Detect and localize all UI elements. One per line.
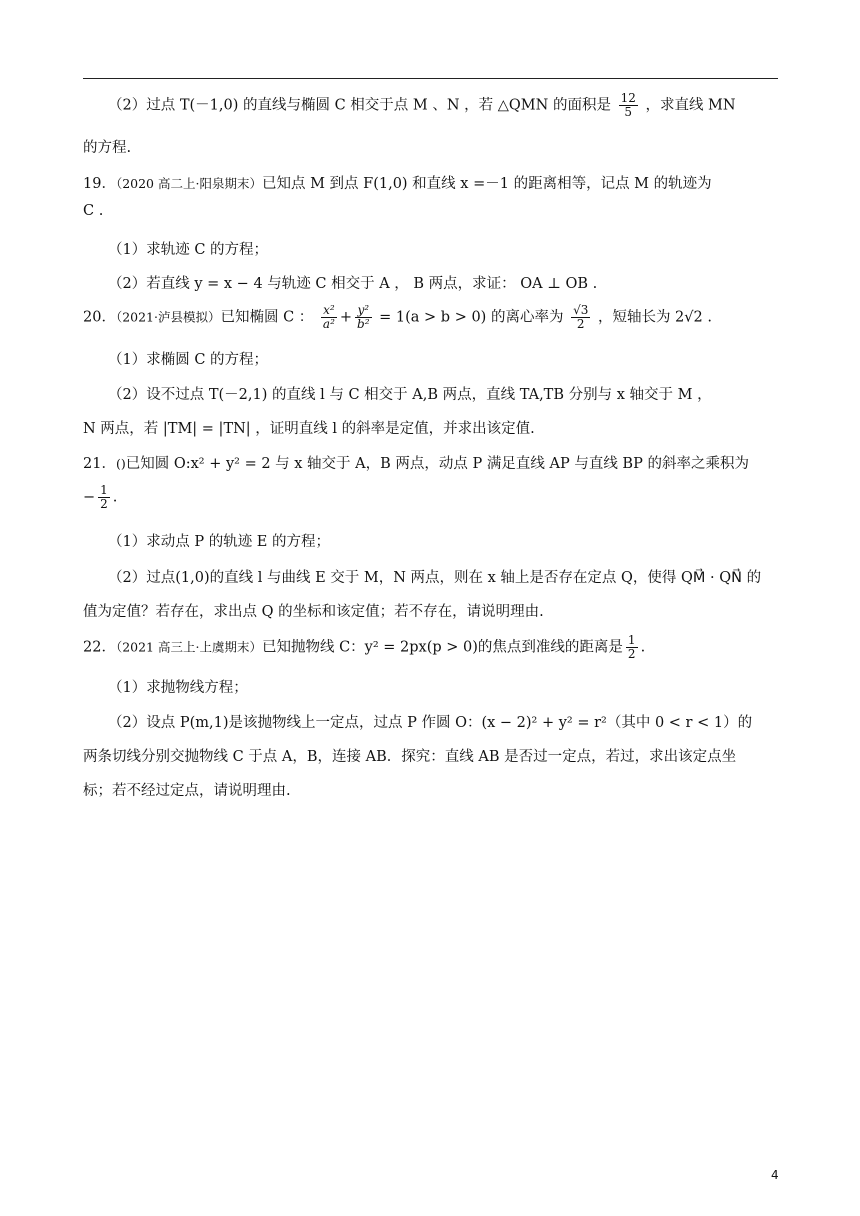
q21-part1: （1）求动点 P 的轨迹 E 的方程； [108, 534, 331, 550]
q21-part2-line1: （2）过点(1,0)的直线 l 与曲线 E 交于 M，N 两点，则在 x 轴上是否存在定点 Q，使得 QM⃗ · QN⃗ 的 [108, 570, 762, 586]
text: ，求直线 MN [645, 97, 736, 114]
q22-part1: （1）求抛物线方程； [108, 680, 248, 696]
q20-part2-line2: N 两点，若 |TM| = |TN| ，证明直线 l 的斜率是定值，并求出该定值. [83, 421, 535, 437]
q22-part2-line3: 标；若不经过定点，请说明理由. [83, 783, 291, 799]
fraction: $\frac{1}{2}$ [100, 483, 108, 511]
q20-part2-line1: （2）设不过点 T(－2,1) 的直线 l 与 C 相交于 A,B 两点，直线 TA,TB 分别与 x 轴交于 M ， [108, 387, 712, 403]
q22-part2-line2: 两条切线分别交抛物线 C 于点 A，B，连接 AB．探究：直线 AB 是否过一定点，若过，求出该定点坐 [83, 749, 737, 765]
question-22: 22．（2021 高三上·上虞期末）已知抛物线 C：y² = 2px(p > 0)的焦点到准线的距离是 $\frac{1}{2}$ . [83, 633, 646, 661]
question-source: （2021·泸县模拟） [115, 309, 221, 325]
q18-part2-line2: 的方程. [83, 140, 132, 156]
question-text: 已知抛物线 C：y² = 2px(p > 0)的焦点到准线的距离是 [261, 639, 623, 656]
fraction: $\frac{√3}{2}$ [573, 303, 589, 331]
question-text: 已知椭圆 C ： [220, 309, 314, 326]
page-number: 4 [771, 1168, 779, 1182]
q22-part2-line1: （2）设点 P(m,1)是该抛物线上一定点，过点 P 作圆 O：(x − 2)² + y² = r²（其中 0 < r < 1）的 [108, 715, 753, 731]
q19-part1: （1）求轨迹 C 的方程； [108, 242, 269, 258]
question-19 [83, 172, 712, 193]
question-21-cont: − $\frac{1}{2}$ . [83, 483, 118, 511]
question-number: 22． [83, 639, 116, 656]
text: （2）过点 T(－1,0) 的直线与椭圆 C 相交于点 M 、N ，若 △QMN 的面积是 [108, 97, 611, 114]
q18-part2-line1 [108, 92, 736, 119]
question-number: 20． [83, 309, 116, 326]
q21-part2-line2: 值为定值？若存在，求出点 Q 的坐标和该定值；若不存在，请说明理由. [83, 604, 544, 620]
question-text: 已知圆 O:x² + y² = 2 与 x 轴交于 A，B 两点，动点 P 满足直线 AP 与直线 BP 的斜率之乘积为 [125, 456, 749, 472]
text: = 1(a > b > 0) 的离心率为 [379, 309, 564, 326]
question-source: () [115, 456, 126, 471]
text: ，短轴长为 2√2 . [597, 309, 712, 326]
fraction: $\frac{\text{x²}}{\text{a²}}$ [322, 303, 335, 331]
question-21 [83, 452, 749, 473]
question-source: （2020 高二上·阳泉期末） [115, 176, 262, 191]
question-20: 20．（2021·泸县模拟）已知椭圆 C ： $\frac{\text{x²}}{\text{a²}}$ + $\frac{\text{y²}}{\text{b²}}$ = 1(a > b > 0) 的离心率为 $\frac{√3}{2}$ ，短轴长为 2√2 . [83, 303, 712, 331]
question-source: （2021 高三上·上虞期末） [115, 639, 262, 655]
fraction: $\frac{1}{2}$ [627, 633, 636, 661]
fraction: $\frac{12}{5}$ [620, 91, 636, 119]
question-text: 已知点 M 到点 F(1,0) 和直线 x =－1 的距离相等，记点 M 的轨迹为 [261, 176, 712, 192]
question-number: 19． [83, 176, 116, 192]
header-rule [83, 78, 778, 79]
q19-part2: （2）若直线 y = x − 4 与轨迹 C 相交于 A ， B 两点，求证： OA ⊥ OB . [108, 276, 598, 292]
question-19-cont: C . [83, 203, 104, 219]
q20-part1: （1）求椭圆 C 的方程； [108, 352, 269, 368]
fraction: $\frac{\text{y²}}{\text{b²}}$ [357, 303, 370, 331]
question-number: 21． [83, 456, 116, 472]
